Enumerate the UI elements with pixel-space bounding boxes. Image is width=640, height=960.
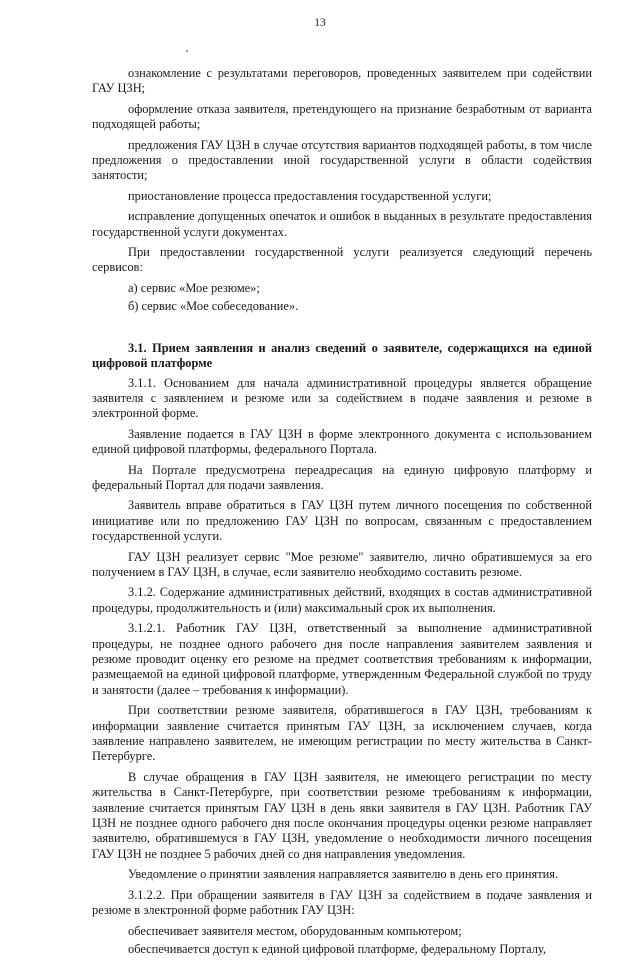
paragraph: оформление отказа заявителя, претендующего на признание безработным от варианта подходящей работы;	[92, 101, 592, 132]
paragraph: Заявление подается в ГАУ ЦЗН в форме электронного документа с использованием единой цифровой платформы, федерального Портала.	[92, 426, 592, 457]
paragraph: предложения ГАУ ЦЗН в случае отсутствия вариантов подходящей работы, в том числе предложения о предоставлении иной государственной услуги в области содействия занятости;	[92, 137, 592, 183]
page-number: 13	[314, 17, 326, 29]
scan-speck	[186, 50, 188, 52]
paragraph: При предоставлении государственной услуги реализуется следующий перечень сервисов:	[92, 245, 592, 275]
paragraph: Заявитель вправе обратиться в ГАУ ЦЗН путем личного посещения по собственной инициативе или по предложению ГАУ ЦЗН по вопросам, связанным с предоставлением государственной услуги.	[92, 498, 592, 544]
paragraph: исправление допущенных опечаток и ошибок в выданных в результате предоставления государственной услуги документах.	[92, 209, 592, 239]
document-body	[92, 66, 592, 960]
paragraph: 3.1.2.2. При обращении заявителя в ГАУ ЦЗН за содействием в подаче заявления и резюме в электронной форме работник ГАУ ЦЗН:	[92, 887, 592, 918]
paragraph: При соответствии резюме заявителя, обратившегося в ГАУ ЦЗН, требованиям к информации заявление считается принятым ГАУ ЦЗН, за исключением случаев, когда заявление направлено заявителем, не имеющим регистрации по месту жительства в Санкт-Петербурге.	[92, 703, 592, 764]
paragraph: В случае обращения в ГАУ ЦЗН заявителя, не имеющего регистрации по месту жительства в Санкт-Петербурге, при соответствии резюме требованиям к информации, заявление считается принятым ГАУ ЦЗН в день явки заявителя в ГАУ ЦЗН. Работник ГАУ ЦЗН не позднее одного рабочего дня после окончания процедуры оценки резюме направляет заявителю, обратившемуся в ГАУ ЦЗН, уведомление о необходимости личного посещения ГАУ ЦЗН не позднее 5 рабочих дней со дня направления уведомления.	[92, 769, 592, 861]
paragraph: ознакомление с результатами переговоров, проведенных заявителем при содействии ГАУ ЦЗН;	[92, 66, 592, 96]
paragraph: приостановление процесса предоставления государственной услуги;	[128, 188, 492, 203]
paragraph: обеспечивается доступ к единой цифровой платформе, федеральному Порталу,	[128, 941, 546, 956]
paragraph: обеспечивает заявителя местом, оборудованным компьютером;	[128, 923, 462, 938]
paragraph: 3.1.2.1. Работник ГАУ ЦЗН, ответственный за выполнение административной процедуры, не позднее одного рабочего дня после направления заявителем заявления и резюме проводит оценку его резюме на предмет соответствия требованиям к информации, размещаемой на единой цифровой платформе, утвержденным Федеральной службой по труду и занятости (далее – требования к информации).	[92, 621, 592, 697]
paragraph: 3.1.2. Содержание административных действий, входящих в состав административной процедуры, продолжительность и (или) максимальный срок их выполнения.	[92, 585, 592, 615]
list-item: б) сервис «Мое собеседование».	[128, 299, 299, 314]
paragraph: Уведомление о принятии заявления направляется заявителю в день его принятия.	[128, 867, 559, 882]
paragraph: 3.1.1. Основанием для начала административной процедуры является обращение заявителя с заявлением и резюме или за содействием в подаче заявления и резюме в электронной форме.	[92, 375, 592, 421]
section-heading: 3.1. Прием заявления и анализ сведений о заявителе, содержащихся на единой цифровой платформе	[92, 340, 592, 371]
paragraph: На Портале предусмотрена переадресация на единую цифровую платформу и федеральный Портал для подачи заявления.	[92, 462, 592, 492]
paragraph: ГАУ ЦЗН реализует сервис "Мое резюме" заявителю, лично обратившемуся за его получением в ГАУ ЦЗН, в случае, если заявителю необходимо составить резюме.	[92, 549, 592, 579]
list-item: а) сервис «Мое резюме»;	[128, 280, 260, 295]
